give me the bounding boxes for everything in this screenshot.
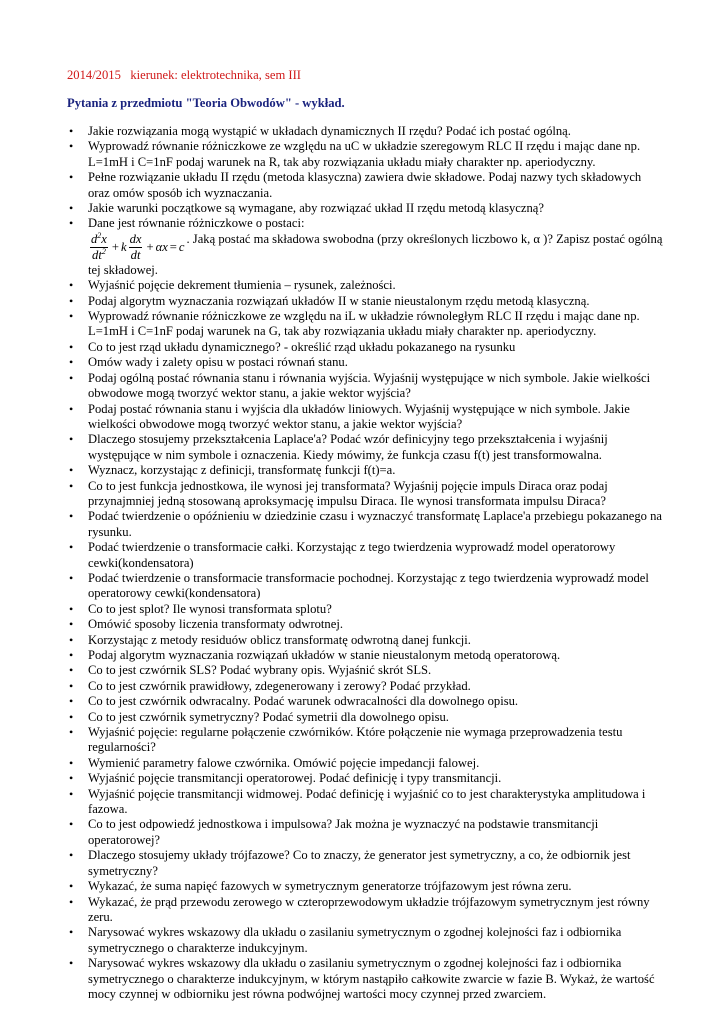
bullet-icon: • bbox=[69, 401, 74, 416]
course-program: kierunek: elektrotechnika, sem III bbox=[130, 68, 301, 82]
bullet-icon: • bbox=[69, 894, 74, 909]
question-text: Omówić sposoby liczenia transformaty odwrotnej. bbox=[88, 617, 343, 632]
question-item bbox=[67, 463, 663, 478]
bullet-icon: • bbox=[69, 771, 74, 786]
equation-item bbox=[67, 232, 663, 278]
bullet-icon: • bbox=[69, 540, 74, 555]
question-text: Wykazać, że prąd przewodu zerowego w czteroprzewodowym układzie trójfazowym symetrycznym jest równy zeru. bbox=[88, 894, 650, 924]
bullet-icon: • bbox=[69, 339, 74, 354]
question-text: Podaj algorytm wyznaczania rozwiązań układów w stanie nieustalonym metodą operatorową. bbox=[88, 648, 561, 662]
question-item bbox=[67, 201, 663, 216]
bullet-icon: • bbox=[69, 848, 74, 863]
question-item bbox=[67, 817, 663, 848]
question-item bbox=[67, 787, 663, 818]
bullet-icon: • bbox=[69, 170, 74, 185]
bullet-icon: • bbox=[69, 509, 74, 524]
bullet-icon: • bbox=[69, 617, 74, 632]
question-text: Dlaczego stosujemy układy trójfazowe? Co to znaczy, że generator jest symetryczny, a co, że odbiornik jest symetryczny? bbox=[88, 848, 631, 878]
question-item bbox=[67, 479, 663, 510]
question-text: Co to jest czwórnik symetryczny? Podać symetrii dla dowolnego opisu. bbox=[88, 709, 449, 724]
question-item bbox=[67, 679, 663, 694]
bullet-icon: • bbox=[69, 632, 74, 647]
question-item bbox=[67, 216, 663, 231]
question-item bbox=[67, 340, 663, 355]
question-item bbox=[67, 756, 663, 771]
equation-question-text: . Jaką postać ma składowa swobodna (przy określonych liczbowo k, α )? Zapisz postać ogólną tej składowej. bbox=[88, 231, 663, 277]
question-item bbox=[67, 725, 663, 756]
question-text: Pełne rozwiązanie układu II rzędu (metoda klasyczna) zawiera dwie składowe. Podaj nazwy tych składowych oraz omów sposób ich wyznaczania. bbox=[88, 170, 642, 200]
question-text: Co to jest czwórnik prawidłowy, zdegenerowany i zerowy? Podać przykład. bbox=[88, 678, 471, 693]
bullet-icon: • bbox=[69, 817, 74, 832]
bullet-icon: • bbox=[69, 786, 74, 801]
question-text: Wyprowadź równanie różniczkowe ze względu na iL w układzie równoległym RLC II rzędu i mając dane np. L=1mH i C=1nF podaj warunek na G, tak aby rozwiązania układu miały charakter np. aperiodyczny. bbox=[88, 309, 640, 339]
bullet-icon: • bbox=[69, 879, 74, 894]
question-item bbox=[67, 170, 663, 201]
bullet-icon: • bbox=[69, 216, 74, 231]
question-text: Podaj postać równania stanu i wyjścia dla układów liniowych. Wyjaśnij występujące w nich symbole. Jakie wielkości obwodowe mogą tworzyć wektor stanu, a jakie wektor wyjścia? bbox=[88, 401, 630, 431]
bullet-icon: • bbox=[69, 663, 74, 678]
question-item bbox=[67, 710, 663, 725]
question-text: Wymienić parametry falowe czwórnika. Omówić pojęcie impedancji falowej. bbox=[88, 755, 480, 770]
question-text: Dlaczego stosujemy przekształcenia Laplace'a? Podać wzór definicyjny tego przekształcenia i wyjaśnij występujące w nim symbole i oznaczenia. Kiedy mówimy, że funkcja czasu f(t) jest transformowalna. bbox=[88, 432, 608, 462]
question-text: Wyjaśnić pojęcie transmitancji widmowej. Podać definicję i wyjaśnić co to jest charakterystyka amplitudowa i fazowa. bbox=[88, 786, 646, 817]
question-item bbox=[67, 540, 663, 571]
question-text: Co to jest rząd układu dynamicznego? - określić rząd układu pokazanego na rysunku bbox=[88, 339, 516, 354]
bullet-icon: • bbox=[69, 278, 74, 293]
question-item bbox=[67, 617, 663, 632]
bullet-icon: • bbox=[69, 201, 74, 216]
question-text: Co to jest czwórnik odwracalny. Podać warunek odwracalności dla dowolnego opisu. bbox=[88, 694, 519, 709]
question-item bbox=[67, 432, 663, 463]
question-item bbox=[67, 648, 663, 663]
question-item bbox=[67, 124, 663, 139]
bullet-icon: • bbox=[69, 601, 74, 616]
question-text: Wyjaśnić pojęcie: regularne połączenie czwórników. Które połączenie nie wymaga przeprowadzenia testu regularności? bbox=[88, 725, 623, 755]
question-text: Narysować wykres wskazowy dla układu o zasilaniu symetrycznym o zgodnej kolejności faz i odbiornika symetrycznego o charakterze indukcyjnym, w którym nastąpiło całkowite zwarcie w fazie B. Wykaż, że wartość mocy czynnej w odbiorniku jest równa podwójnej wartości mocy czynnej przed zwarciem. bbox=[88, 956, 655, 1001]
question-text: Podaj algorytm wyznaczania rozwiązań układów II w stanie nieustalonym rzędu metodą klasyczną. bbox=[88, 293, 590, 308]
question-list bbox=[67, 124, 663, 1002]
question-text: Korzystając z metody residuów oblicz transformatę odwrotną danej funkcji. bbox=[88, 632, 471, 647]
question-item bbox=[67, 925, 663, 956]
question-item bbox=[67, 848, 663, 879]
question-item bbox=[67, 294, 663, 309]
question-item bbox=[67, 355, 663, 370]
question-text: Co to jest funkcja jednostkowa, ile wynosi jej transformata? Wyjaśnij pojęcie impuls Diraca oraz podaj przynajmniej jedną stosowaną aproksymację impulsu Diraca. Ile wynosi transformata impulsu Diraca? bbox=[88, 478, 608, 508]
question-text: Co to jest splot? Ile wynosi transformata splotu? bbox=[88, 601, 332, 616]
question-text: Podaj ogólną postać równania stanu i równania wyjścia. Wyjaśnij występujące w nich symbole. Jakie wielkości obwodowe mogą tworzyć wektor stanu, a jakie wektor wyjścia? bbox=[88, 370, 651, 401]
bullet-icon: • bbox=[69, 648, 74, 662]
bullet-icon: • bbox=[69, 694, 74, 709]
question-item bbox=[67, 602, 663, 617]
document-title: Pytania z przedmiotu "Teoria Obwodów" - wykład. bbox=[67, 96, 345, 110]
question-item bbox=[67, 309, 663, 340]
bullet-icon: • bbox=[69, 355, 74, 370]
question-item bbox=[67, 571, 663, 602]
equation-formula: $\frac{d^2x}{dt^2}$ + k $\frac{dx}{dt}$ + αx = c bbox=[91, 230, 185, 262]
bullet-icon: • bbox=[69, 925, 74, 940]
question-text: Jakie rozwiązania mogą wystąpić w układach dynamicznych II rzędu? Podać ich postać ogólną. bbox=[88, 124, 571, 138]
bullet-icon: • bbox=[69, 755, 74, 770]
bullet-icon: • bbox=[69, 478, 74, 493]
bullet-icon: • bbox=[69, 309, 74, 324]
bullet-icon: • bbox=[69, 370, 74, 385]
question-text: Wyjaśnić pojęcie transmitancji operatorowej. Podać definicję i typy transmitancji. bbox=[88, 771, 502, 786]
question-text: Wyznacz, korzystając z definicji, transformatę funkcji f(t)=a. bbox=[88, 463, 396, 478]
question-text: Podać twierdzenie o opóźnieniu w dziedzinie czasu i wyznaczyć transformatę Laplace'a przebiegu pokazanego na rysunku. bbox=[88, 509, 662, 539]
question-text: Co to jest odpowiedź jednostkowa i impulsowa? Jak można je wyznaczyć na podstawie transmitancji operatorowej? bbox=[88, 817, 599, 847]
question-text: Wyjaśnić pojęcie dekrement tłumienia – rysunek, zależności. bbox=[88, 278, 396, 293]
question-item bbox=[67, 694, 663, 709]
bullet-icon: • bbox=[69, 678, 74, 693]
bullet-icon: • bbox=[69, 709, 74, 724]
question-text: Podać twierdzenie o transformacie transformacie pochodnej. Korzystając z tego twierdzenia wyprowadź model operatorowy cewki(kondensatora) bbox=[88, 570, 649, 601]
question-text: Wykazać, że suma napięć fazowych w symetrycznym generatorze trójfazowym jest równa zeru. bbox=[88, 879, 572, 894]
bullet-icon: • bbox=[69, 139, 74, 154]
bullet-icon: • bbox=[69, 725, 74, 740]
bullet-icon: • bbox=[69, 293, 74, 308]
second-derivative-fraction: $\frac{d^2x}{dt^2}$ bbox=[91, 230, 107, 262]
question-item bbox=[67, 895, 663, 926]
question-text: Co to jest czwórnik SLS? Podać wybrany opis. Wyjaśnić skrót SLS. bbox=[88, 663, 432, 678]
question-item bbox=[67, 633, 663, 648]
question-item bbox=[67, 402, 663, 433]
question-item bbox=[67, 771, 663, 786]
course-header bbox=[67, 68, 301, 83]
bullet-icon: • bbox=[69, 124, 74, 138]
question-item bbox=[67, 278, 663, 293]
question-text: Jakie warunki początkowe są wymagane, aby rozwiązać układ II rzędu metodą klasyczną? bbox=[88, 201, 544, 216]
question-text: Dane jest równanie różniczkowe o postaci: bbox=[88, 216, 305, 231]
bullet-icon: • bbox=[69, 570, 74, 585]
question-text: Wyprowadź równanie różniczkowe ze względu na uC w układzie szeregowym RLC II rzędu i mając dane np. L=1mH i C=1nF podaj warunek na R, tak aby rozwiązania układu miały charakter np. aperiodyczny. bbox=[88, 139, 641, 169]
question-item bbox=[67, 139, 663, 170]
question-text: Omów wady i zalety opisu w postaci równań stanu. bbox=[88, 355, 348, 370]
question-item bbox=[67, 663, 663, 678]
bullet-icon: • bbox=[69, 432, 74, 447]
question-text: Narysować wykres wskazowy dla układu o zasilaniu symetrycznym o zgodnej kolejności faz i odbiornika symetrycznego o charakterze indukcyjnym. bbox=[88, 925, 622, 955]
question-item bbox=[67, 879, 663, 894]
bullet-icon: • bbox=[69, 463, 74, 478]
bullet-icon: • bbox=[69, 956, 74, 971]
question-text: Podać twierdzenie o transformacie całki. Korzystając z tego twierdzenia wyprowadź model operatorowy cewki(kondensatora) bbox=[88, 540, 616, 570]
question-item bbox=[67, 371, 663, 402]
differential-equation bbox=[88, 232, 663, 278]
question-item bbox=[67, 509, 663, 540]
question-item bbox=[67, 956, 663, 1002]
academic-year: 2014/2015 bbox=[67, 68, 121, 82]
first-derivative-fraction: $\frac{dx}{dt}$ bbox=[129, 231, 142, 262]
